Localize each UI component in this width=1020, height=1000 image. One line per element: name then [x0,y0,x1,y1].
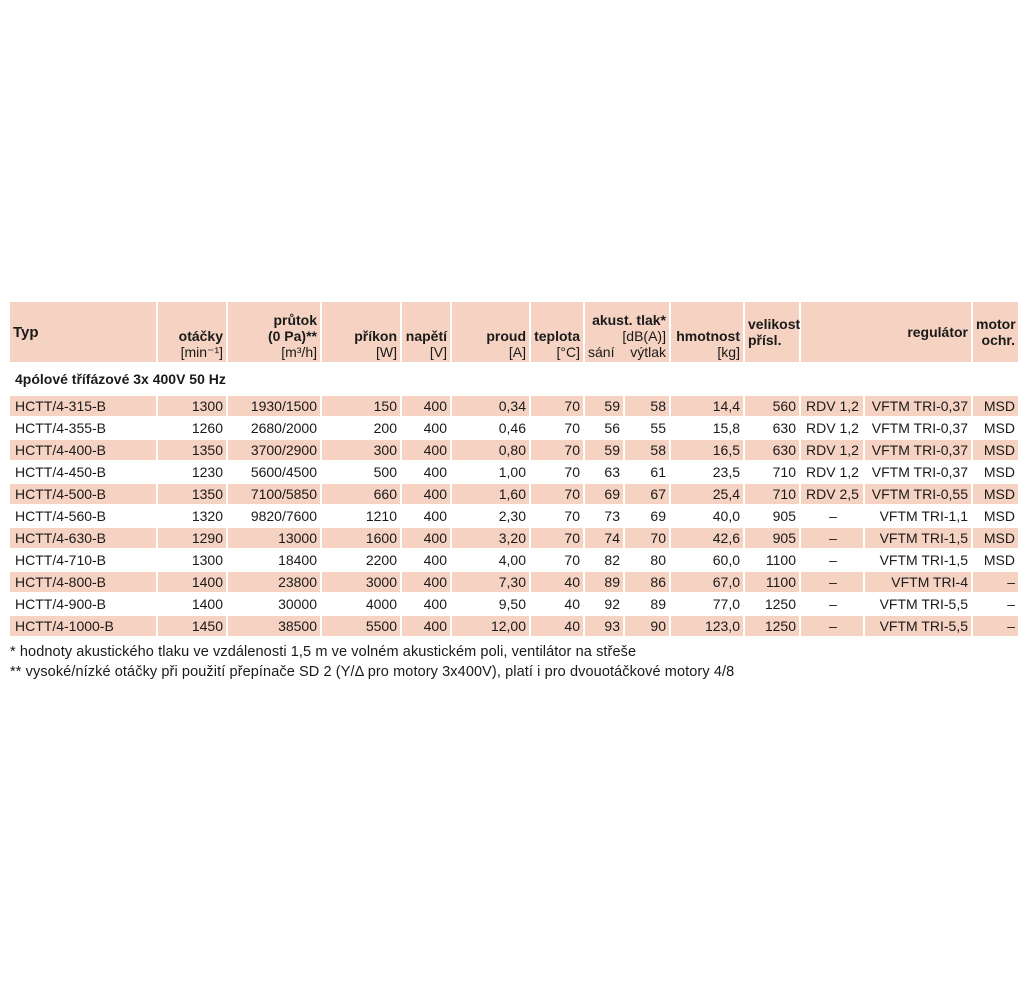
cell-motor: MSD [973,396,1018,416]
cell-reg1: – [801,506,863,526]
cell-reg1: – [801,528,863,548]
cell-napeti: 400 [402,396,450,416]
cell-vytlak: 90 [625,616,669,636]
cell-prutok: 7100/5850 [228,484,320,504]
cell-hmotnost: 15,8 [671,418,743,438]
cell-reg1: – [801,616,863,636]
cell-teplota: 40 [531,616,583,636]
cell-reg2: VFTM TRI-0,37 [865,440,971,460]
cell-otacky: 1350 [158,484,226,504]
cell-motor: MSD [973,440,1018,460]
cell-reg2: VFTM TRI-5,5 [865,594,971,614]
header-vytlak: výtlak [630,344,666,360]
cell-reg1: RDV 1,2 [801,418,863,438]
cell-typ: HCTT/4-450-B [10,462,156,482]
cell-teplota: 70 [531,484,583,504]
cell-typ: HCTT/4-630-B [10,528,156,548]
cell-sani: 89 [585,572,623,592]
cell-teplota: 70 [531,440,583,460]
cell-prikon: 3000 [322,572,400,592]
cell-proud: 7,30 [452,572,529,592]
table-row [10,528,1018,548]
cell-reg2: VFTM TRI-1,5 [865,528,971,548]
cell-reg2: VFTM TRI-1,1 [865,506,971,526]
cell-reg2: VFTM TRI-0,55 [865,484,971,504]
cell-typ: HCTT/4-710-B [10,550,156,570]
cell-prikon: 660 [322,484,400,504]
table-row [10,396,1018,416]
cell-reg2: VFTM TRI-5,5 [865,616,971,636]
cell-hmotnost: 60,0 [671,550,743,570]
cell-napeti: 400 [402,462,450,482]
section-title: 4pólové třífázové 3x 400V 50 Hz [10,364,1018,394]
header-napeti: napětí [V] [402,302,450,362]
cell-proud: 0,46 [452,418,529,438]
cell-proud: 2,30 [452,506,529,526]
cell-proud: 3,20 [452,528,529,548]
cell-proud: 12,00 [452,616,529,636]
cell-teplota: 40 [531,594,583,614]
cell-typ: HCTT/4-315-B [10,396,156,416]
cell-velikost: 905 [745,528,799,548]
cell-teplota: 70 [531,550,583,570]
header-row [10,302,1018,362]
table-row [10,594,1018,614]
cell-motor: MSD [973,528,1018,548]
cell-hmotnost: 14,4 [671,396,743,416]
cell-napeti: 400 [402,616,450,636]
cell-reg1: – [801,550,863,570]
footnote-1: * hodnoty akustického tlaku ve vzdálenosti 1,5 m ve volném akustickém poli, ventilátor na střeše [10,644,637,660]
cell-hmotnost: 25,4 [671,484,743,504]
cell-hmotnost: 40,0 [671,506,743,526]
cell-motor: MSD [973,462,1018,482]
cell-vytlak: 58 [625,440,669,460]
cell-prutok: 13000 [228,528,320,548]
cell-motor: MSD [973,506,1018,526]
cell-vytlak: 89 [625,594,669,614]
cell-proud: 4,00 [452,550,529,570]
cell-motor: MSD [973,484,1018,504]
cell-hmotnost: 23,5 [671,462,743,482]
cell-motor: MSD [973,418,1018,438]
cell-motor: – [973,594,1018,614]
cell-teplota: 70 [531,462,583,482]
cell-hmotnost: 77,0 [671,594,743,614]
cell-prikon: 200 [322,418,400,438]
cell-prutok: 18400 [228,550,320,570]
cell-reg1: – [801,572,863,592]
cell-otacky: 1300 [158,396,226,416]
cell-teplota: 70 [531,528,583,548]
cell-sani: 59 [585,396,623,416]
cell-proud: 1,60 [452,484,529,504]
table-row [10,418,1018,438]
header-velikost: velikost přísl. [745,302,799,362]
cell-vytlak: 80 [625,550,669,570]
cell-reg1: RDV 2,5 [801,484,863,504]
cell-prikon: 1600 [322,528,400,548]
cell-otacky: 1350 [158,440,226,460]
header-proud: proud [A] [452,302,529,362]
table-row [10,616,1018,636]
cell-prikon: 1210 [322,506,400,526]
footnote-2: ** vysoké/nízké otáčky při použití přepínače SD 2 (Y/Δ pro motory 3x400V), platí i pro dvouotáčkové motory 4/8 [10,664,735,680]
cell-napeti: 400 [402,484,450,504]
cell-prikon: 150 [322,396,400,416]
cell-sani: 73 [585,506,623,526]
cell-velikost: 1250 [745,616,799,636]
cell-vytlak: 55 [625,418,669,438]
cell-prikon: 2200 [322,550,400,570]
cell-reg1: RDV 1,2 [801,440,863,460]
cell-napeti: 400 [402,550,450,570]
table-row [10,440,1018,460]
cell-prikon: 5500 [322,616,400,636]
cell-sani: 56 [585,418,623,438]
cell-velikost: 1100 [745,550,799,570]
cell-sani: 92 [585,594,623,614]
cell-typ: HCTT/4-560-B [10,506,156,526]
cell-otacky: 1290 [158,528,226,548]
cell-sani: 59 [585,440,623,460]
cell-sani: 74 [585,528,623,548]
cell-prutok: 1930/1500 [228,396,320,416]
cell-hmotnost: 67,0 [671,572,743,592]
cell-teplota: 40 [531,572,583,592]
cell-typ: HCTT/4-800-B [10,572,156,592]
cell-teplota: 70 [531,396,583,416]
table-row [10,506,1018,526]
cell-vytlak: 61 [625,462,669,482]
cell-otacky: 1400 [158,594,226,614]
cell-typ: HCTT/4-500-B [10,484,156,504]
product-spec-sheet [10,300,1016,682]
cell-reg2: VFTM TRI-0,37 [865,396,971,416]
cell-velikost: 905 [745,506,799,526]
cell-prutok: 3700/2900 [228,440,320,460]
header-otacky: otáčky [min⁻¹] [158,302,226,362]
header-akust-tlak: akust. tlak* [dB(A)] sání výtlak [585,302,669,362]
cell-sani: 63 [585,462,623,482]
cell-sani: 69 [585,484,623,504]
header-hmotnost: hmotnost [kg] [671,302,743,362]
cell-typ: HCTT/4-900-B [10,594,156,614]
cell-velikost: 560 [745,396,799,416]
header-regulator: regulátor [801,302,971,362]
header-typ: Typ [10,302,156,362]
cell-prutok: 9820/7600 [228,506,320,526]
cell-reg1: RDV 1,2 [801,462,863,482]
cell-velikost: 710 [745,462,799,482]
cell-vytlak: 67 [625,484,669,504]
cell-hmotnost: 16,5 [671,440,743,460]
cell-sani: 82 [585,550,623,570]
cell-hmotnost: 123,0 [671,616,743,636]
cell-napeti: 400 [402,572,450,592]
table-row [10,484,1018,504]
cell-vytlak: 86 [625,572,669,592]
cell-vytlak: 69 [625,506,669,526]
table-row [10,462,1018,482]
cell-napeti: 400 [402,594,450,614]
cell-velikost: 710 [745,484,799,504]
cell-motor: – [973,616,1018,636]
spec-table [8,300,1020,638]
cell-prutok: 2680/2000 [228,418,320,438]
cell-teplota: 70 [531,418,583,438]
cell-proud: 1,00 [452,462,529,482]
footnotes [10,642,992,682]
header-teplota: teplota [°C] [531,302,583,362]
cell-prutok: 5600/4500 [228,462,320,482]
cell-reg1: RDV 1,2 [801,396,863,416]
cell-velikost: 1100 [745,572,799,592]
cell-otacky: 1230 [158,462,226,482]
table-row [10,572,1018,592]
cell-prikon: 500 [322,462,400,482]
cell-proud: 0,80 [452,440,529,460]
cell-reg2: VFTM TRI-1,5 [865,550,971,570]
cell-reg2: VFTM TRI-4 [865,572,971,592]
cell-otacky: 1320 [158,506,226,526]
cell-typ: HCTT/4-400-B [10,440,156,460]
cell-proud: 0,34 [452,396,529,416]
cell-napeti: 400 [402,506,450,526]
cell-motor: MSD [973,550,1018,570]
cell-typ: HCTT/4-1000-B [10,616,156,636]
section-row [10,364,1018,394]
cell-reg2: VFTM TRI-0,37 [865,418,971,438]
cell-otacky: 1300 [158,550,226,570]
cell-prikon: 4000 [322,594,400,614]
cell-sani: 93 [585,616,623,636]
cell-proud: 9,50 [452,594,529,614]
cell-otacky: 1260 [158,418,226,438]
header-motor: motor ochr. [973,302,1018,362]
cell-velikost: 630 [745,440,799,460]
cell-reg1: – [801,594,863,614]
header-prutok: průtok (0 Pa)** [m³/h] [228,302,320,362]
cell-vytlak: 58 [625,396,669,416]
cell-otacky: 1450 [158,616,226,636]
cell-prikon: 300 [322,440,400,460]
cell-prutok: 38500 [228,616,320,636]
cell-velikost: 630 [745,418,799,438]
cell-motor: – [973,572,1018,592]
cell-napeti: 400 [402,528,450,548]
cell-typ: HCTT/4-355-B [10,418,156,438]
cell-prutok: 30000 [228,594,320,614]
cell-reg2: VFTM TRI-0,37 [865,462,971,482]
cell-napeti: 400 [402,440,450,460]
cell-hmotnost: 42,6 [671,528,743,548]
cell-vytlak: 70 [625,528,669,548]
cell-teplota: 70 [531,506,583,526]
cell-otacky: 1400 [158,572,226,592]
table-row [10,550,1018,570]
cell-prutok: 23800 [228,572,320,592]
header-prikon: příkon [W] [322,302,400,362]
header-sani: sání [588,344,615,360]
cell-napeti: 400 [402,418,450,438]
cell-velikost: 1250 [745,594,799,614]
